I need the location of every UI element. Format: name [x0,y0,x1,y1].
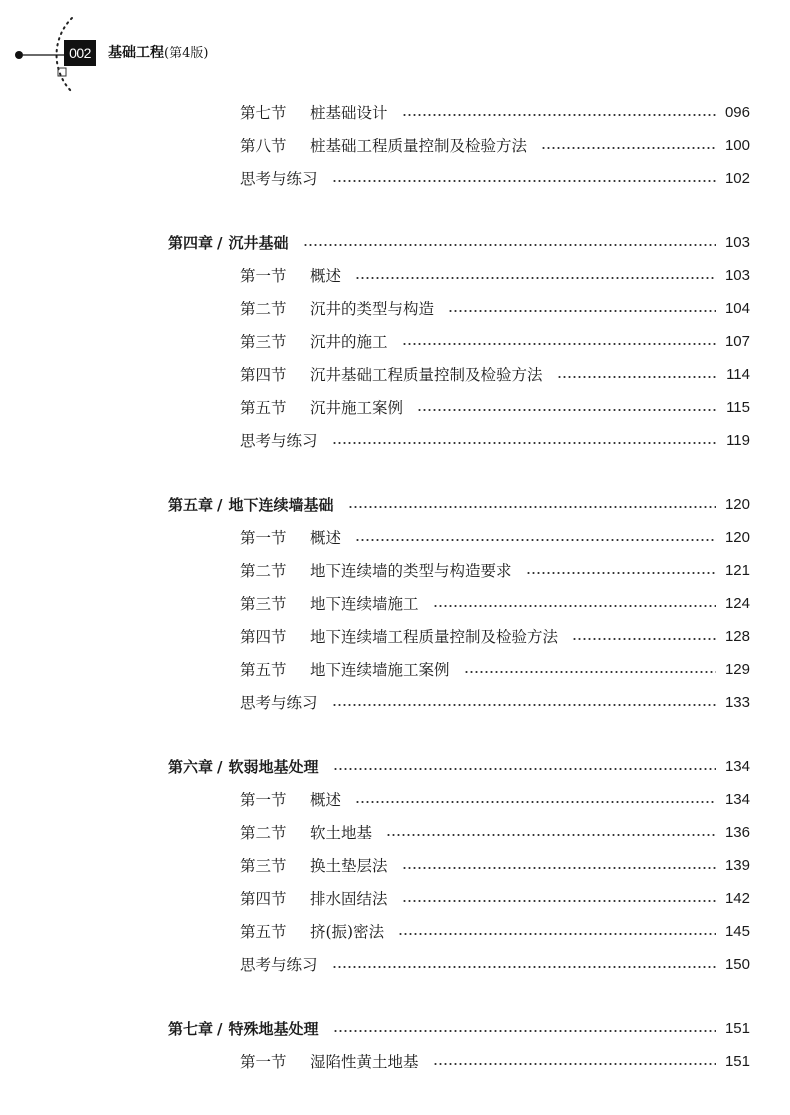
section-title: 思考与练习 [240,432,318,450]
toc-page-number: 134 [724,791,750,808]
chapter-title: 沉井基础 [228,234,289,252]
toc-page-number: 103 [724,234,750,251]
dot-leader [355,277,716,279]
chapter-separator: / [217,234,223,252]
chapter-separator: / [217,496,223,514]
toc-entry-label [240,559,512,583]
dot-leader [402,867,716,869]
toc-entry-label [240,592,419,616]
toc-page-number: 107 [724,333,750,350]
toc-page-number: 151 [724,1020,750,1037]
toc-page-number: 120 [724,529,750,546]
toc-section-entry [240,854,750,878]
section-number: 第一节 [240,791,287,809]
toc-entry-label [240,1050,419,1074]
chapter-title: 软弱地基处理 [228,758,319,776]
section-number: 第一节 [240,1053,287,1071]
dot-leader [398,933,716,935]
page-header [0,0,790,100]
toc-section-entry [240,559,750,583]
toc-page-number: 151 [724,1053,750,1070]
toc-section-entry [240,788,750,812]
toc-page-number: 120 [724,496,750,513]
section-title: 挤(振)密法 [310,923,385,941]
section-number: 第二节 [240,562,287,580]
toc-page-number: 115 [726,399,750,416]
toc-section-entry [240,658,750,682]
toc-section-entry [240,297,750,321]
toc-section-entry [240,167,750,191]
dot-leader [402,343,716,345]
toc-entry-label [240,297,434,321]
toc-section-entry [240,821,750,845]
toc-chapter-entry [168,493,750,517]
chapter-number: 第七章 [168,1020,214,1038]
bullet-dot-icon [15,51,23,59]
toc-section-entry [240,691,750,715]
toc-chapter-entry [168,755,750,779]
toc-entry-label [168,755,319,779]
toc-section-entry [240,953,750,977]
dot-leader [332,442,716,444]
toc-entry-label [240,953,318,977]
section-title: 湿陷性黄土地基 [310,1053,419,1071]
toc-section-entry [240,1050,750,1074]
toc-section-entry [240,396,750,420]
toc-page-number: 119 [726,432,750,449]
section-number: 第三节 [240,595,287,613]
chapter-number: 第五章 [168,496,214,514]
section-title: 思考与练习 [240,170,318,188]
section-number: 第一节 [240,267,287,285]
section-title: 地下连续墙的类型与构造要求 [310,562,512,580]
toc-entry-label [240,887,388,911]
book-title-text: 基础工程 [108,45,164,61]
toc-section-entry [240,134,750,158]
toc-page-number: 121 [724,562,750,579]
section-number: 第五节 [240,923,287,941]
toc-entry-label [168,493,334,517]
section-number: 第三节 [240,333,287,351]
chapter-title: 地下连续墙基础 [228,496,334,514]
toc-page-number: 129 [724,661,750,678]
toc-page-number: 139 [724,857,750,874]
section-title: 概述 [310,267,342,285]
book-edition: (第4版) [164,46,209,61]
decorative-circle-ornament [0,0,120,100]
toc-entry-label [240,363,543,387]
toc-entry-label [240,625,558,649]
dot-leader [433,605,716,607]
toc-entry-label [240,691,318,715]
dot-leader [417,409,716,411]
toc-entry-label [240,264,341,288]
dot-leader [541,147,716,149]
dot-leader [303,244,716,246]
book-title [108,42,208,62]
toc-page-number: 102 [724,170,750,187]
chapter-separator: / [217,1020,223,1038]
dot-leader [333,768,716,770]
chapter-separator: / [217,758,223,776]
dot-leader [332,966,716,968]
section-title: 思考与练习 [240,956,318,974]
section-number: 第四节 [240,628,287,646]
toc-entry-label [240,330,388,354]
dot-leader [557,376,716,378]
toc-page-number: 128 [724,628,750,645]
toc-section-entry [240,920,750,944]
section-title: 沉井施工案例 [310,399,404,417]
dot-leader [402,114,716,116]
section-title: 沉井基础工程质量控制及检验方法 [310,366,543,384]
section-title: 排水固结法 [310,890,388,908]
dot-leader [332,704,716,706]
toc-page-number: 103 [724,267,750,284]
toc-page-number: 145 [724,923,750,940]
toc-section-entry [240,101,750,125]
dot-leader [448,310,716,312]
toc-section-entry [240,887,750,911]
dot-leader [402,900,716,902]
toc-entry-label [168,1017,319,1041]
toc-page-number: 142 [724,890,750,907]
toc-page-number: 096 [724,104,750,121]
dot-leader [332,180,716,182]
toc-page-number: 134 [724,758,750,775]
section-title: 地下连续墙施工案例 [310,661,450,679]
toc-page-number: 100 [724,137,750,154]
dot-leader [572,638,716,640]
section-title: 地下连续墙工程质量控制及检验方法 [310,628,559,646]
toc-section-entry [240,625,750,649]
toc-entry-label [240,658,450,682]
toc-page-number: 104 [724,300,750,317]
section-title: 沉井的类型与构造 [310,300,435,318]
section-number: 第八节 [240,137,287,155]
toc-chapter-entry [168,231,750,255]
section-number: 第二节 [240,300,287,318]
chapter-number: 第六章 [168,758,214,776]
toc-entry-label [240,821,372,845]
toc-section-entry [240,330,750,354]
section-title: 换土垫层法 [310,857,388,875]
section-number: 第七节 [240,104,287,122]
section-number: 第四节 [240,366,287,384]
toc-entry-label [240,101,388,125]
dot-leader [526,572,716,574]
section-title: 概述 [310,529,342,547]
toc-section-entry [240,592,750,616]
dot-leader [433,1063,716,1065]
dot-leader [355,801,716,803]
section-title: 沉井的施工 [310,333,388,351]
toc-entry-label [240,167,318,191]
toc-entry-label [240,526,341,550]
dot-leader [348,506,716,508]
section-title: 桩基础工程质量控制及检验方法 [310,137,528,155]
chapter-number: 第四章 [168,234,214,252]
toc-entry-label [240,429,318,453]
section-number: 第五节 [240,661,287,679]
dot-leader [333,1030,716,1032]
toc-entry-label [240,788,341,812]
toc-page-number: 136 [724,824,750,841]
section-number: 第四节 [240,890,287,908]
section-number: 第五节 [240,399,287,417]
toc-entry-label [240,920,384,944]
toc-section-entry [240,264,750,288]
dot-leader [464,671,716,673]
toc-page-number: 150 [724,956,750,973]
section-title: 概述 [310,791,342,809]
page-number: 002 [64,40,96,66]
section-number: 第二节 [240,824,287,842]
section-title: 思考与练习 [240,694,318,712]
section-title: 地下连续墙施工 [310,595,419,613]
toc-entry-label [240,854,388,878]
toc-page-number: 114 [726,366,750,383]
toc-page-number: 133 [724,694,750,711]
dot-leader [386,834,716,836]
toc-page-number: 124 [724,595,750,612]
toc-section-entry [240,429,750,453]
toc-section-entry [240,363,750,387]
section-number: 第三节 [240,857,287,875]
section-number: 第一节 [240,529,287,547]
chapter-title: 特殊地基处理 [228,1020,319,1038]
section-title: 桩基础设计 [310,104,388,122]
toc-entry-label [168,231,289,255]
toc-entry-label [240,134,527,158]
dot-leader [355,539,716,541]
section-title: 软土地基 [310,824,373,842]
toc-chapter-entry [168,1017,750,1041]
toc-entry-label [240,396,403,420]
toc-section-entry [240,526,750,550]
